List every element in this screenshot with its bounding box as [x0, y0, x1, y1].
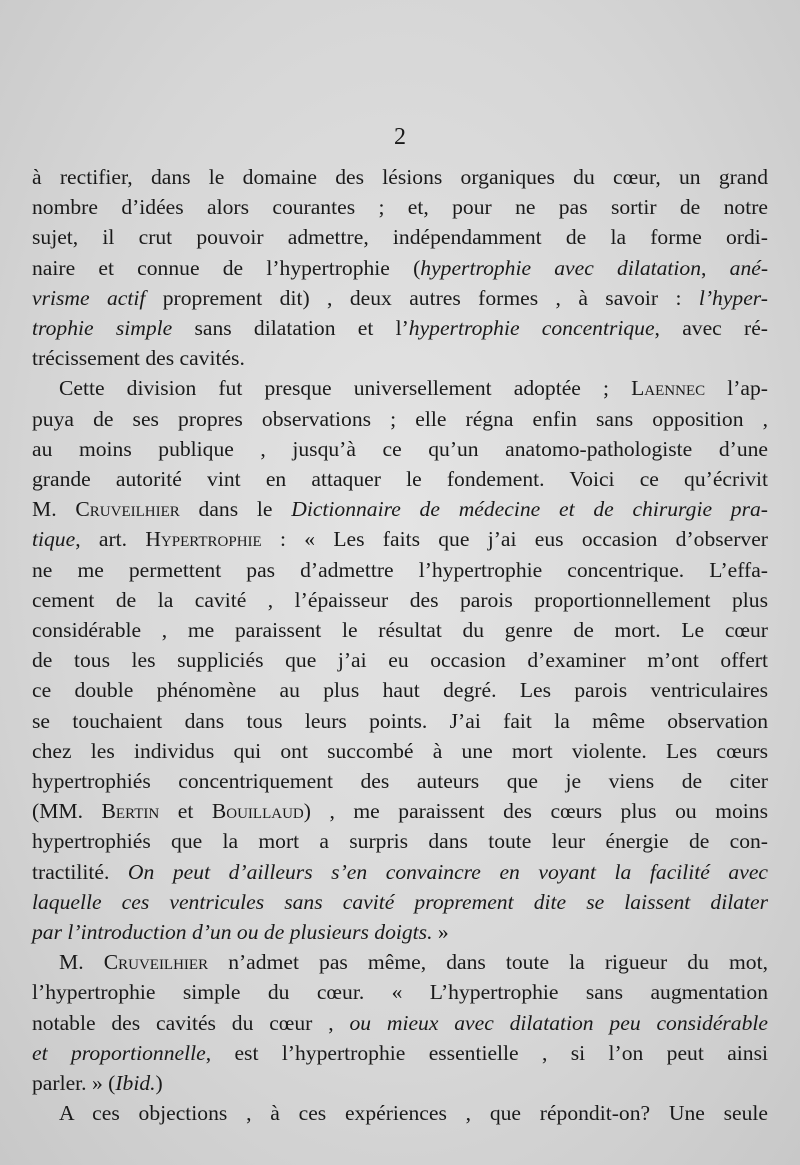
text-segment: , est l’hypertrophie essentielle , si l’on peut ainsi [205, 1040, 768, 1065]
text-segment: l’ap- [705, 376, 768, 401]
text-line [32, 253, 768, 283]
small-caps-name: Bertin [101, 799, 160, 824]
small-caps-name: Bouillaud [211, 799, 304, 824]
small-caps-name: Hypertrophie [145, 527, 262, 552]
page-number: 2 [394, 124, 406, 150]
text-line [32, 1098, 768, 1128]
text-segment: , [701, 255, 730, 280]
text-segment: de tous les suppliciés que j’ai eu occasion d’examiner m’ont offert [32, 648, 768, 673]
text-segment: chez les individus qui ont succombé à une mort violente. Les cœurs [32, 738, 768, 763]
text-segment: l’hypertrophie simple du cœur. « L’hypertrophie sans augmentation [32, 980, 768, 1005]
italic-text: par l’introduction d’un ou de plusieurs doigts. [32, 920, 433, 945]
text-line [32, 796, 768, 826]
text-segment: tractilité. [32, 859, 128, 884]
text-line [32, 464, 768, 494]
small-caps-name: Cruveilhier [103, 950, 209, 975]
text-line [32, 404, 768, 434]
text-segment: hypertrophiés concentriquement des auteurs que je viens de citer [32, 769, 768, 794]
text-line [32, 857, 768, 887]
italic-text: laquelle ces ventricules sans cavité proprement dite se laissent dilater [32, 889, 768, 914]
text-line [32, 1068, 768, 1098]
small-caps-name: Cruveilhier [75, 497, 180, 522]
text-segment: A ces objections , à ces expériences , que répondit-on? Une seule [59, 1101, 768, 1126]
text-segment: ) [155, 1071, 163, 1096]
italic-text: Ibid. [115, 1071, 156, 1096]
italic-text: et proportionnelle [32, 1040, 206, 1065]
text-line [32, 373, 768, 403]
text-line [32, 615, 768, 645]
small-caps-name: Laennec [631, 376, 706, 401]
text-segment: , art. [75, 527, 146, 552]
text-segment: ce double phénomène au plus haut degré. Les parois ventriculaires [32, 678, 768, 703]
text-line [32, 283, 768, 313]
text-line [32, 706, 768, 736]
text-segment: ) , me paraissent des cœurs plus ou moins [303, 799, 768, 824]
text-line [32, 826, 768, 856]
text-segment: considérable , me paraissent le résultat du genre de mort. Le cœur [32, 618, 768, 643]
text-segment: sans dilatation et l’ [172, 316, 409, 341]
italic-text: ané- [729, 255, 769, 280]
text-segment: M. [59, 950, 104, 975]
text-line [32, 555, 768, 585]
text-segment: puya de ses propres observations ; elle régna enfin sans opposition , [32, 406, 768, 431]
text-segment: hypertrophiés que la mort a surpris dans toute leur énergie de con- [32, 829, 768, 854]
text-segment: , avec ré- [654, 316, 768, 341]
text-line [32, 977, 768, 1007]
text-line [32, 162, 768, 192]
text-segment: » [432, 920, 449, 945]
text-line [32, 917, 768, 947]
text-segment: n’admet pas même, dans toute la rigueur du mot, [208, 950, 768, 975]
text-line [32, 585, 768, 615]
text-line [32, 736, 768, 766]
text-segment: trécissement des cavités. [32, 346, 245, 371]
italic-text: hypertrophie concentrique [408, 316, 655, 341]
text-segment: M. [32, 497, 76, 522]
text-segment: naire et connue de l’hypertrophie ( [32, 255, 421, 280]
text-line [32, 524, 768, 554]
text-segment: dans le [179, 497, 292, 522]
text-line [32, 645, 768, 675]
text-segment: cement de la cavité , l’épaisseur des parois proportionnellement plus [32, 587, 768, 612]
text-line [32, 1038, 768, 1068]
text-line [32, 494, 768, 524]
text-line [32, 947, 768, 977]
text-segment: à rectifier, dans le domaine des lésions organiques du cœur, un grand [32, 165, 768, 189]
text-segment: sujet, il crut pouvoir admettre, indépendamment de la forme ordi- [32, 225, 768, 250]
italic-text: On peut d’ailleurs s’en convaincre en voyant la facilité avec [127, 859, 768, 884]
italic-text: vrisme actif [32, 285, 146, 310]
text-segment: ne me permettent pas d’admettre l’hypertrophie concentrique. L’effa- [32, 557, 768, 582]
text-segment: notable des cavités du cœur , [32, 1010, 350, 1035]
text-line [32, 343, 768, 373]
text-line [32, 887, 768, 917]
text-segment: et [159, 799, 212, 824]
italic-text: Dictionnaire de médecine et de chirurgie pra- [291, 497, 768, 522]
text-line [32, 222, 768, 252]
text-segment: (MM. [32, 799, 102, 824]
text-segment: proprement dit) , deux autres formes , à savoir : [145, 285, 699, 310]
text-segment: Cette division fut presque universellement adoptée ; [59, 376, 632, 401]
italic-text: hypertrophie avec dilatation [420, 255, 702, 280]
text-segment: au moins publique , jusqu’à ce qu’un anatomo-pathologiste d’une [32, 436, 768, 461]
text-line [32, 1008, 768, 1038]
text-line [32, 192, 768, 222]
text-segment: grande autorité vint en attaquer le fondement. Voici ce qu’écrivit [32, 467, 768, 492]
text-line [32, 766, 768, 796]
text-line [32, 434, 768, 464]
body-text [32, 162, 768, 1129]
text-line [32, 313, 768, 343]
text-segment: : « Les faits que j’ai eus occasion d’observer [261, 527, 768, 552]
text-segment: nombre d’idées alors courantes ; et, pour ne pas sortir de notre [32, 195, 768, 220]
italic-text: ou mieux avec dilatation peu considérable [349, 1010, 768, 1035]
italic-text: trophie simple [32, 316, 173, 341]
italic-text: l’hyper- [698, 285, 768, 310]
text-segment: parler. » ( [32, 1071, 116, 1096]
italic-text: tique [32, 527, 76, 552]
text-line [32, 675, 768, 705]
text-segment: se touchaient dans tous leurs points. J’ai fait la même observation [32, 708, 768, 733]
